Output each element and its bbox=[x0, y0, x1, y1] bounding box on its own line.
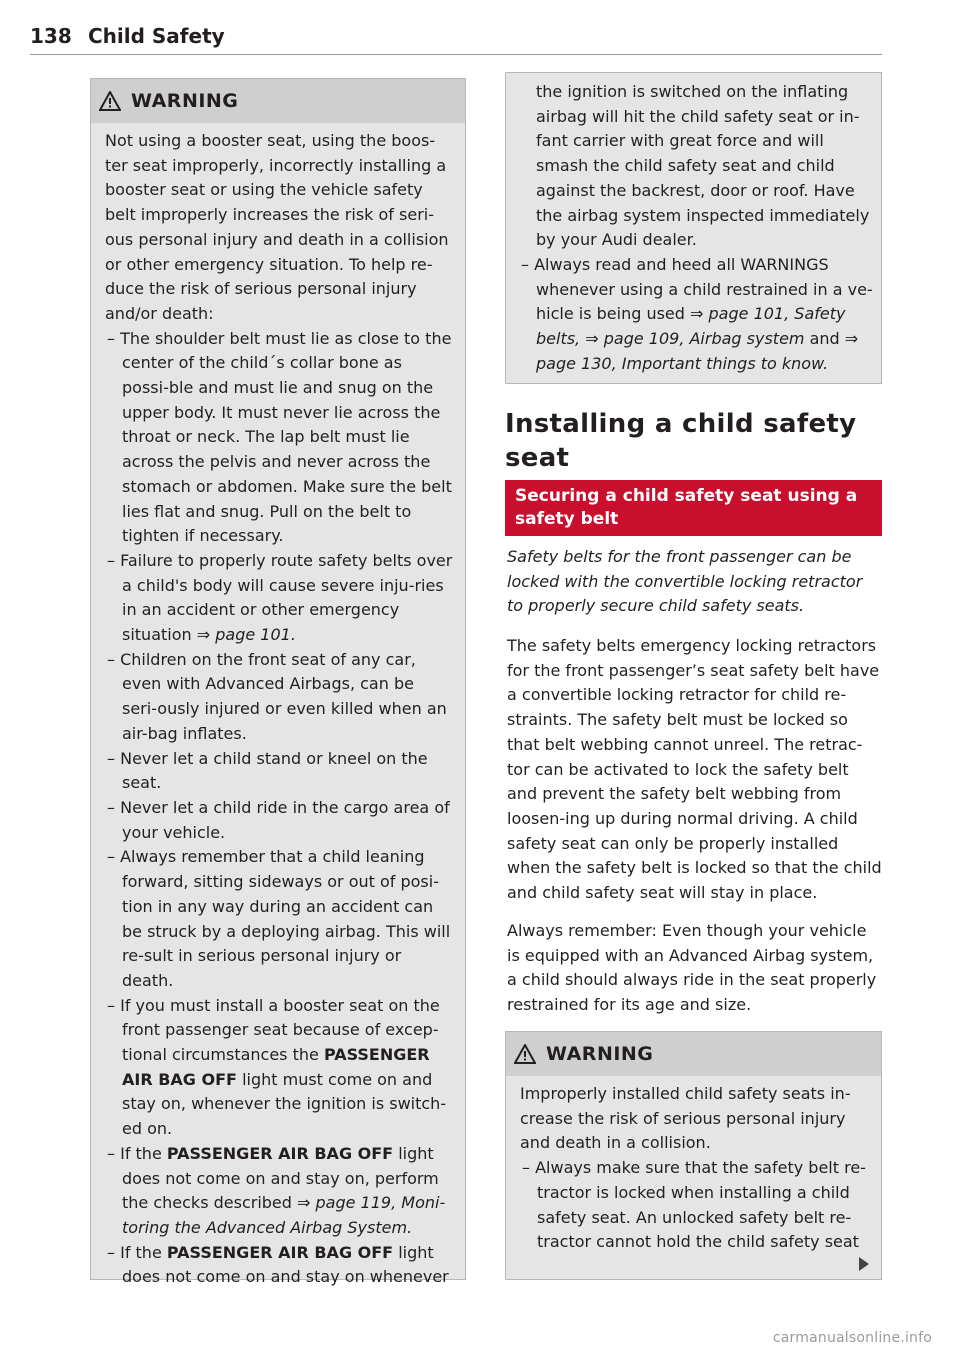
page-reference[interactable]: ⇒ page 109, Airbag system bbox=[585, 329, 805, 349]
warning-intro: Not using a booster seat, using the boos-ter seat improperly, incorrectly installing a booster seat or using the vehicle safety belt improperly increases the risk of seri-ous personal injury and death in a collision or other emergency situation. To help re-duce the risk of serious personal injury and/or death: bbox=[105, 131, 449, 323]
page-reference[interactable]: ⇒ page 101, Safety belts, bbox=[536, 304, 846, 349]
list-item: – If you must install a booster seat on the front passenger seat because of excep-tional circumstances the PASSENGER AIR BAG OFF light must come on and stay on, whenever the ignition is switch-ed on. bbox=[107, 995, 447, 1139]
warning-intro: Improperly installed child safety seats in-crease the risk of serious personal injury and death in a collision. bbox=[520, 1084, 851, 1153]
warning-triangle-icon bbox=[514, 1044, 536, 1064]
list-item: – If the PASSENGER AIR BAG OFF light does not come on and stay on, perform the checks described ⇒ page 119, Moni-toring the Advanced Airbag System. bbox=[107, 1143, 446, 1237]
continue-arrow-icon bbox=[859, 1257, 869, 1271]
warning-body bbox=[506, 1076, 881, 1255]
warning-header bbox=[91, 79, 465, 123]
warning-triangle-icon bbox=[99, 91, 121, 111]
section-title: Child Safety bbox=[88, 24, 225, 48]
page-header bbox=[30, 22, 882, 55]
continued-warning-text bbox=[503, 80, 878, 376]
left-warning-box bbox=[90, 78, 466, 1287]
footer-watermark: carmanualsonline.info bbox=[772, 1330, 932, 1346]
list-item: – The shoulder belt must lie as close to the center of the child´s collar bone as possi-ble and must lie and snug on the upper body. It must never lie across the throat or neck. The lap belt must lie across the pelvis and never across the stomach or abdomen. Make sure the belt lies flat and snug. Pull on the belt to tighten if necessary. bbox=[107, 328, 452, 546]
sub-heading-bar: Securing a child safety seat using a safety belt bbox=[505, 480, 882, 536]
list-item: – If the PASSENGER AIR BAG OFF light does not come on and stay on whenever bbox=[107, 1242, 449, 1287]
warning-header bbox=[506, 1032, 881, 1076]
page-number: 138 bbox=[30, 24, 72, 48]
list-item: – Never let a child ride in the cargo area of your vehicle. bbox=[107, 797, 450, 842]
list-item: – Children on the front seat of any car, even with Advanced Airbags, can be seri-ously injured or even killed when an air-bag inflates. bbox=[107, 649, 447, 743]
list-item: – Never let a child stand or kneel on the seat. bbox=[107, 748, 428, 793]
main-heading: Installing a child safety seat bbox=[505, 409, 857, 473]
list-item: – Always read and heed all WARNINGS whenever using a child restrained in a ve-hicle is being used ⇒ page 101, Safety belts, ⇒ page 109, Airbag system and ⇒ page 130, Important things to know. bbox=[521, 254, 873, 373]
page-reference[interactable]: ⇒ page 130, Important things to know. bbox=[536, 329, 859, 373]
warning-label: WARNING bbox=[546, 1043, 654, 1065]
paragraph: Always remember: Even though your vehicle is equipped with an Advanced Airbag system, a child should always ride in the seat properly restrained for its age and size. bbox=[507, 921, 877, 1015]
right-warning-box bbox=[505, 1031, 882, 1280]
page-reference[interactable]: ⇒ page 119, Moni-toring the Advanced Airbag System. bbox=[122, 1193, 446, 1237]
warning-body bbox=[91, 123, 465, 1290]
list-item: – Always make sure that the safety belt re-tractor is locked when installing a child safety seat. An unlocked safety belt re-tractor cannot hold the child safety seat bbox=[522, 1158, 866, 1252]
warning-label: WARNING bbox=[131, 90, 239, 112]
intro-italic: Safety belts for the front passenger can be locked with the convertible locking retractor to properly secure child safety seats. bbox=[507, 547, 863, 616]
list-item: – Always remember that a child leaning forward, sitting sideways or out of posi-tion in any way during an accident can be struck by a deploying airbag. This will re-sult in serious personal injury or death. bbox=[107, 847, 451, 990]
paragraph: The safety belts emergency locking retractors for the front passenger’s seat safety belt have a convertible locking retractor for child re-straints. The safety belt must be locked so that belt webbing cannot unreel. The retrac-tor can be activated to lock the safety belt and prevent the safety belt webbing from loosen-ing up during normal driving. A child safety seat can only be properly installed when the safety belt is locked so that the child and child safety seat will stay in place. bbox=[507, 636, 882, 903]
page-reference[interactable]: ⇒ page 101. bbox=[196, 625, 296, 645]
continued-text: the ignition is switched on the inflating airbag will hit the child safety seat or in-fant carrier with great force and will smash the child safety seat and child against the backrest, door or roof. Have the airbag system inspected immediately by your Audi dealer. bbox=[536, 82, 870, 250]
list-item: – Failure to properly route safety belts over a child's body will cause severe inju-ries in an accident or other emergency situation ⇒ page 101. bbox=[107, 550, 453, 645]
